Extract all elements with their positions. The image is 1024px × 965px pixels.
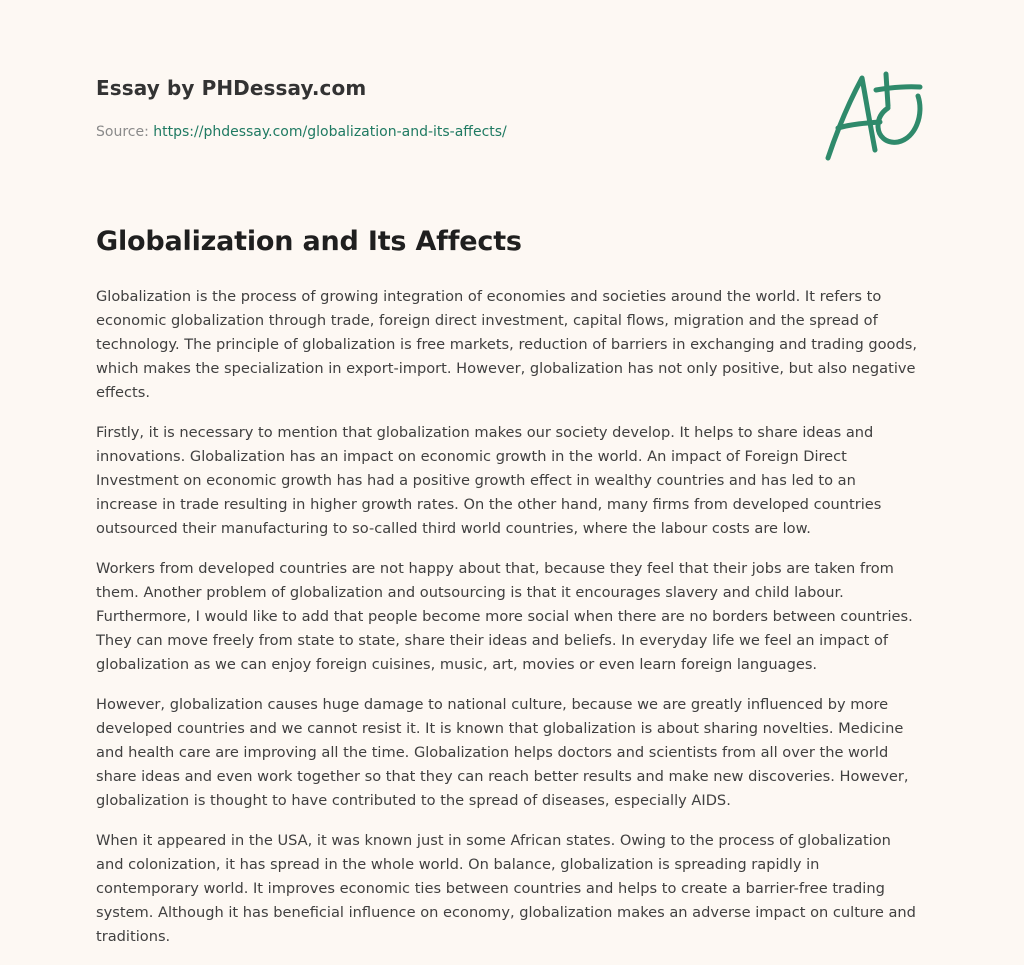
essay-paragraph: Globalization is the process of growing integration of economies and societies around the world. It refers to economic globalization through trade, foreign direct investment, capital flows, migration and the spread of technology. The principle of globalization is free markets, reduction of barriers in exchanging and trading goods, which makes the specialization in export-import. However, globalization has not only positive, but also negative effects.	[96, 288, 917, 401]
essay-paragraph: Firstly, it is necessary to mention that globalization makes our society develop. It helps to share ideas and innovations. Globalization has an impact on economic growth in the world. An impact of Foreign Direct Investment on economic growth has had a positive growth effect in wealthy countries and has led to an increase in trade resulting in higher growth rates. On the other hand, many firms from developed countries outsourced their manufacturing to so-called third world countries, where the labour costs are low.	[96, 424, 882, 537]
site-header-title: Essay by PHDessay.com	[96, 76, 367, 100]
essay-paragraph: Workers from developed countries are not happy about that, because they feel that their jobs are taken from them. Another problem of globalization and outsourcing is that it encourages slavery and child labour. Furthermore, I would like to add that people become more social when there are no borders between countries. They can move freely from state to state, share their ideas and beliefs. In everyday life we feel an impact of globalization as we can enjoy foreign cuisines, music, art, movies or even learn foreign languages.	[96, 560, 913, 673]
essay-paragraph: However, globalization causes huge damage to national culture, because we are greatly influenced by more developed countries and we cannot resist it. It is known that globalization is about sharing novelties. Medicine and health care are improving all the time. Globalization helps doctors and scientists from all over the world share ideas and even work together so that they can reach better results and make new discoveries. However, globalization is thought to have contributed to the spread of diseases, especially AIDS.	[96, 696, 909, 809]
source-line	[96, 124, 507, 140]
a-plus-logo-icon	[820, 66, 930, 164]
essay-body	[96, 285, 922, 965]
source-label: Source:	[96, 124, 154, 140]
source-link[interactable]: https://phdessay.com/globalization-and-its-affects/	[153, 124, 507, 140]
essay-paragraph: When it appeared in the USA, it was known just in some African states. Owing to the process of globalization and colonization, it has spread in the whole world. On balance, globalization is spreading rapidly in contemporary world. It improves economic ties between countries and helps to create a barrier-free trading system. Although it has beneficial influence on economy, globalization makes an adverse impact on culture and traditions.	[96, 832, 916, 945]
essay-title: Globalization and Its Affects	[96, 226, 522, 257]
